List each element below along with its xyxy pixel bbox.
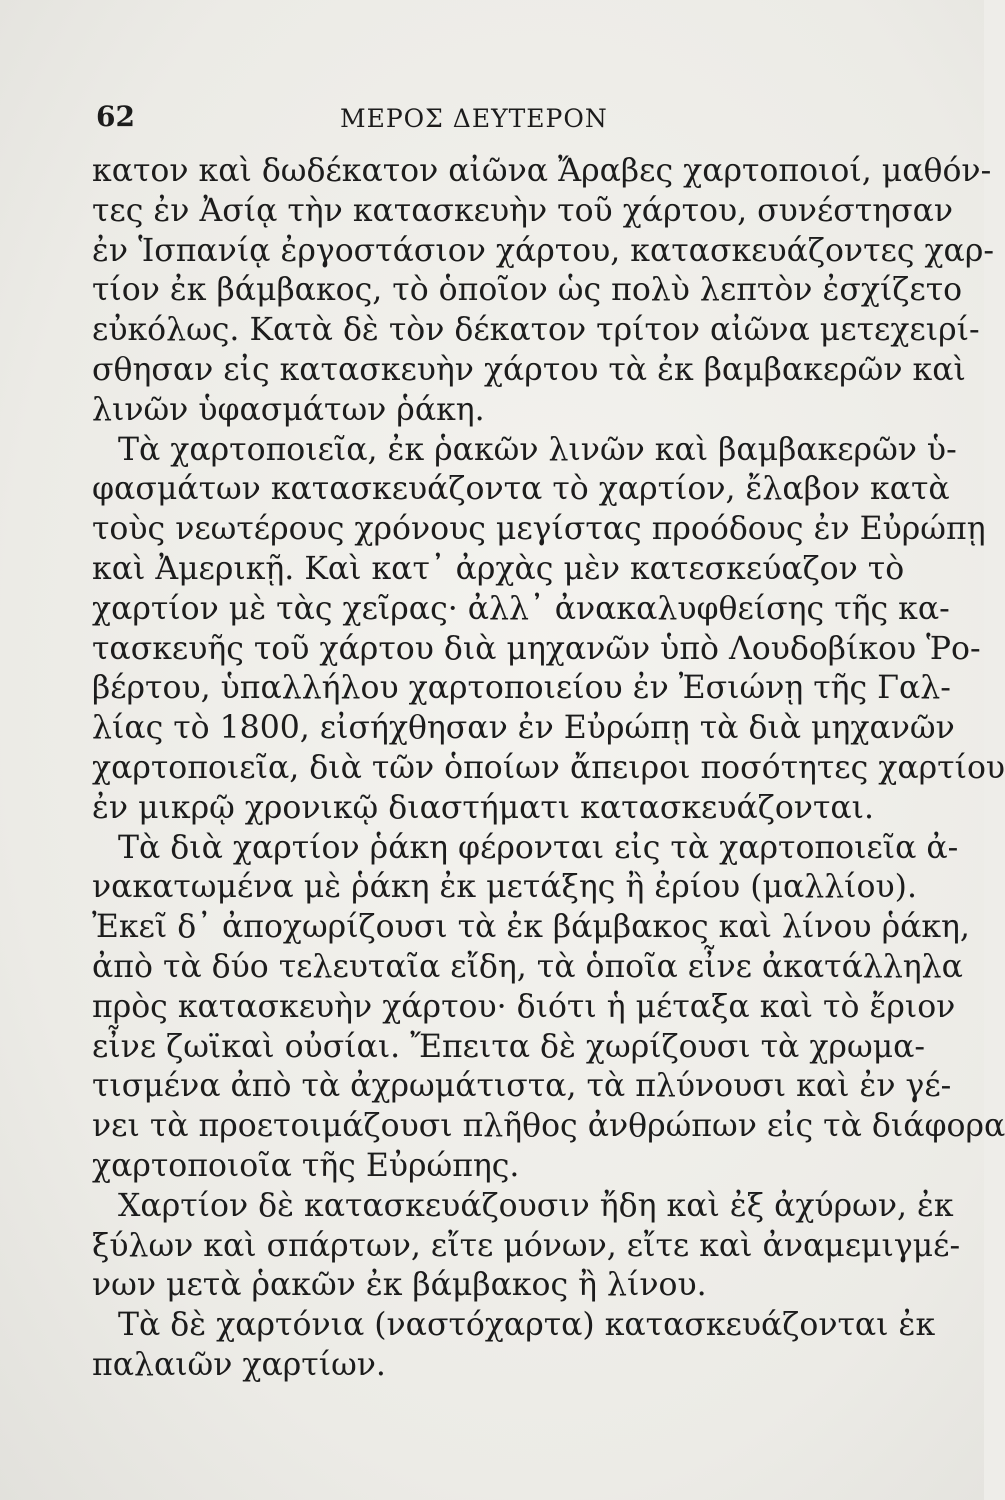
text-line: Τὰ χαρτοποιεῖα, ἐκ ῥακῶν λινῶν καὶ βαμβακερῶν ὑ- (118, 431, 957, 468)
text-line: χαρτοποιεῖα, διὰ τῶν ὁποίων ἄπειροι ποσότητες χαρτίου (92, 749, 1005, 786)
text-line: τες ἐν Ἀσίᾳ τὴν κατασκευὴν τοῦ χάρτου, συνέστησαν (92, 192, 954, 229)
paragraph-2 (92, 431, 1005, 829)
text-line: Χαρτίον δὲ κατασκευάζουσιν ἤδη καὶ ἐξ ἀχύρων, ἐκ (118, 1187, 954, 1224)
text-line: τασκευῆς τοῦ χάρτου διὰ μηχανῶν ὑπὸ Λουδοβίκου Ῥο- (92, 630, 981, 667)
text-line: τίον ἐκ βάμβακος, τὸ ὁποῖον ὡς πολὺ λεπτὸν ἐσχίζετο (92, 272, 963, 309)
text-line: τισμένα ἀπὸ τὰ ἀχρωμάτιστα, τὰ πλύνουσι καὶ ἐν γέ- (92, 1068, 952, 1105)
text-line: βέρτου, ὑπαλλήλου χαρτοποιείου ἐν Ἐσιώνῃ τῆς Γαλ- (92, 670, 951, 707)
text-line: καὶ Ἀμερικῇ. Καὶ κατ᾽ ἀρχὰς μὲν κατεσκεύαζον τὸ (92, 550, 905, 587)
body-text (92, 152, 1005, 1386)
text-line: ἐν μικρῷ χρονικῷ διαστήματι κατασκευάζονται. (92, 789, 875, 826)
text-line: χαρτίον μὲ τὰς χεῖρας· ἀλλ᾽ ἀνακαλυφθείσης τῆς κα- (92, 590, 950, 627)
text-line: Τὰ δὲ χαρτόνια (ναστόχαρτα) κατασκευάζονται ἐκ (118, 1307, 936, 1344)
text-line: τοὺς νεωτέρους χρόνους μεγίστας προόδους ἐν Εὐρώπῃ (92, 511, 986, 548)
text-line: χαρτοποιοῖα τῆς Εὐρώπης. (92, 1147, 520, 1184)
text-line: κατον καὶ δωδέκατον αἰῶνα Ἄραβες χαρτοποιοί, μαθόν- (92, 153, 992, 189)
running-head (90, 100, 850, 140)
paragraph-3 (92, 829, 1005, 1187)
text-line: εἶνε ζωϊκαὶ οὐσίαι. Ἔπειτα δὲ χωρίζουσι τὰ χρωμα- (92, 1028, 926, 1065)
text-line: Τὰ διὰ χαρτίον ῥάκη φέρονται εἰς τὰ χαρτοποιεῖα ἀ- (118, 829, 959, 866)
text-line: λινῶν ὑφασμάτων ῥάκη. (92, 391, 485, 428)
paragraph-1 (92, 152, 994, 431)
text-line: ξύλων καὶ σπάρτων, εἴτε μόνων, εἴτε καὶ ἀναμεμιγμέ- (92, 1227, 961, 1264)
text-line: νων μετὰ ῥακῶν ἐκ βάμβακος ἢ λίνου. (92, 1267, 707, 1304)
section-title: ΜΕΡΟΣ ΔΕΥΤΕΡΟΝ (340, 104, 608, 133)
text-line: ἀπὸ τὰ δύο τελευταῖα εἴδη, τὰ ὁποῖα εἶνε ἀκατάλληλα (92, 948, 963, 985)
text-line: ἐν Ἱσπανίᾳ ἐργοστάσιον χάρτου, κατασκευάζοντες χαρ- (92, 232, 994, 269)
text-line: παλαιῶν χαρτίων. (92, 1346, 386, 1383)
text-line: νακατωμένα μὲ ῥάκη ἐκ μετάξης ἢ ἐρίου (μαλλίου). (92, 869, 917, 906)
text-line: Ἐκεῖ δ᾽ ἀποχωρίζουσι τὰ ἐκ βάμβακος καὶ λίνου ῥάκη, (92, 909, 970, 946)
text-line: σθησαν εἰς κατασκευὴν χάρτου τὰ ἐκ βαμβακερῶν καὶ (92, 351, 966, 388)
paragraph-4 (92, 1187, 961, 1306)
page-number: 62 (96, 100, 135, 133)
text-line: πρὸς κατασκευὴν χάρτου· διότι ἡ μέταξα καὶ τὸ ἔριον (92, 988, 956, 1025)
text-line: φασμάτων κατασκευάζοντα τὸ χαρτίον, ἔλαβον κατὰ (92, 471, 950, 508)
text-line: εὐκόλως. Κατὰ δὲ τὸν δέκατον τρίτον αἰῶνα μετεχειρί- (92, 312, 980, 349)
paragraph-5 (92, 1306, 936, 1386)
text-line: λίας τὸ 1800, εἰσήχθησαν ἐν Εὐρώπῃ τὰ διὰ μηχανῶν (92, 710, 955, 747)
text-line: νει τὰ προετοιμάζουσι πλῆθος ἀνθρώπων εἰς τὰ διάφορα (92, 1108, 1005, 1145)
